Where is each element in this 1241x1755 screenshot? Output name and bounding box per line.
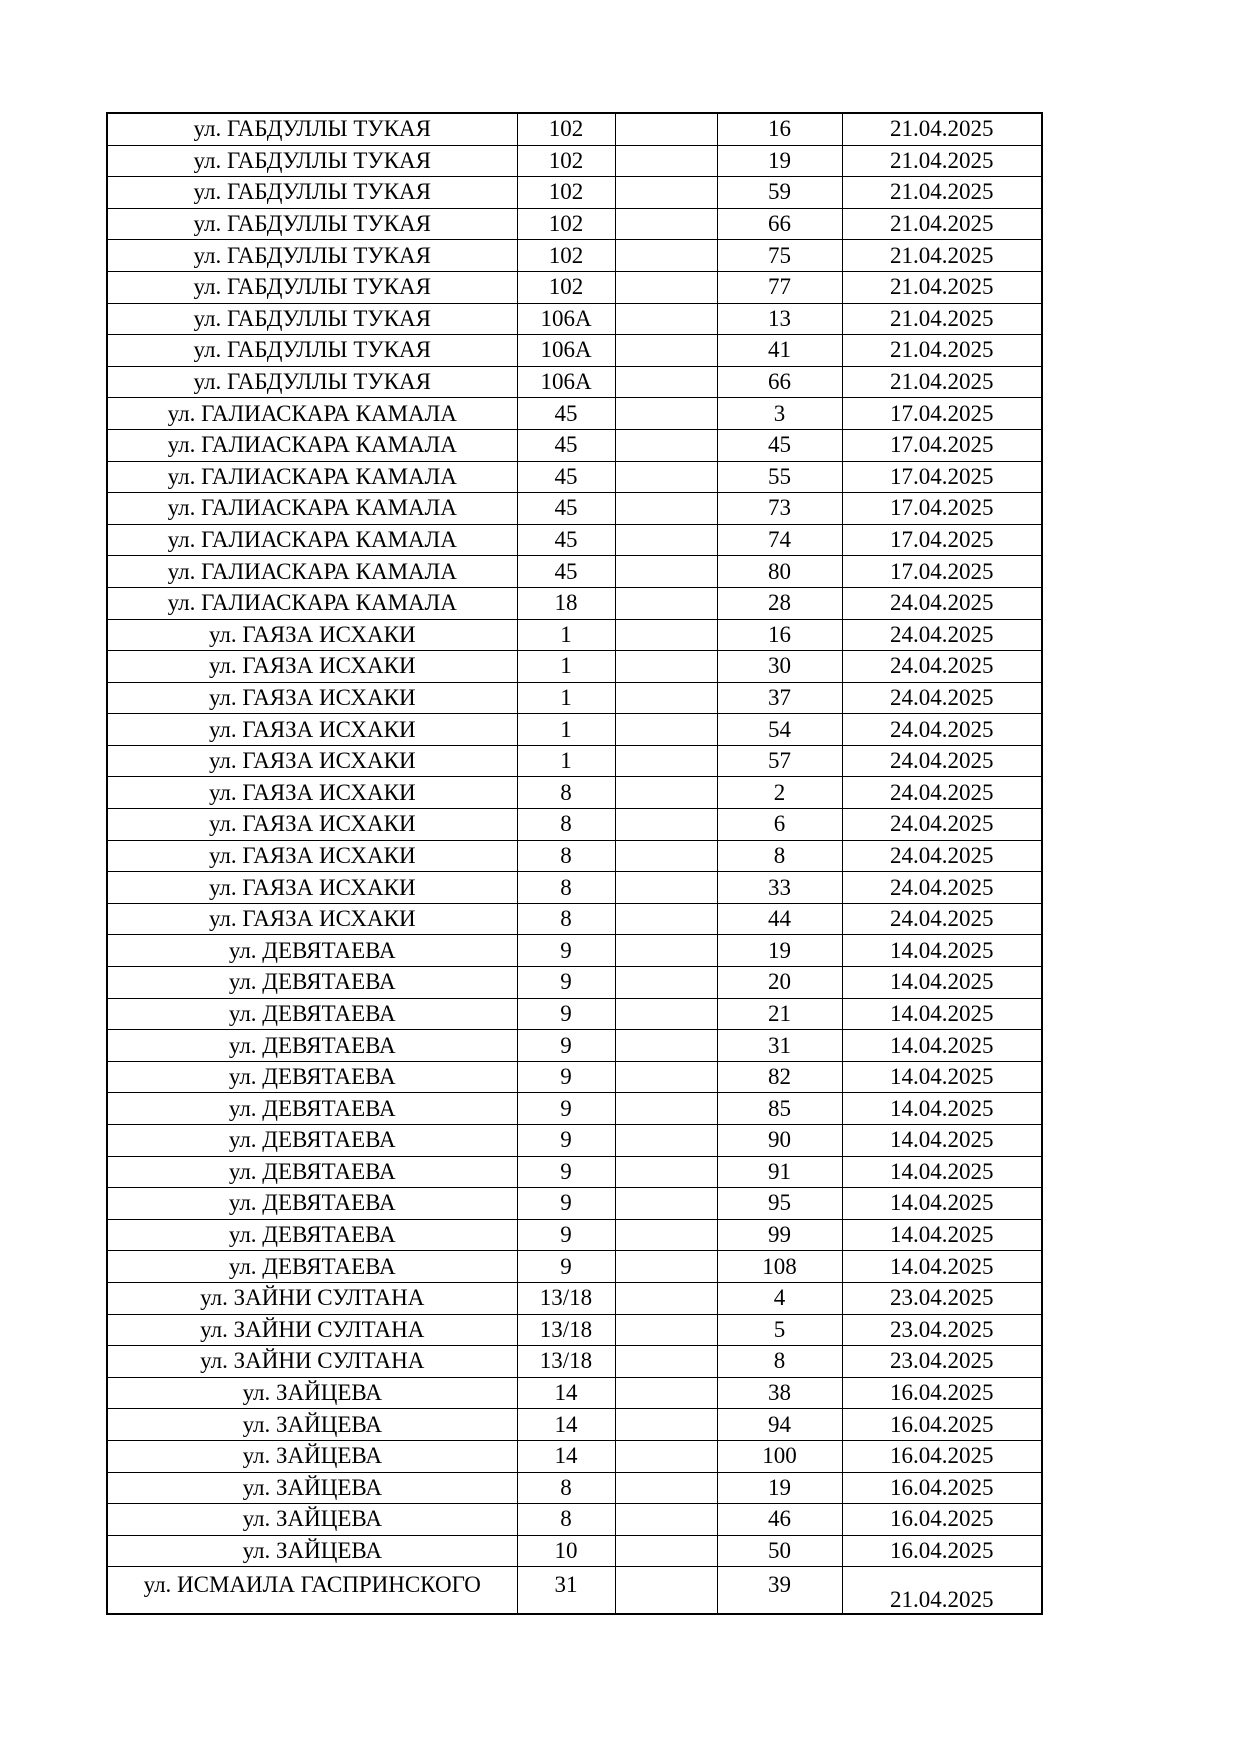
apartment-number-cell: 4 — [717, 1282, 842, 1314]
apartment-number-cell: 66 — [717, 208, 842, 240]
house-number-cell: 9 — [517, 1251, 615, 1283]
apartment-number-cell: 55 — [717, 461, 842, 493]
date-cell: 21.04.2025 — [842, 113, 1042, 145]
table-row — [107, 1282, 1042, 1314]
house-number-cell: 9 — [517, 1156, 615, 1188]
table-row — [107, 903, 1042, 935]
date-cell: 17.04.2025 — [842, 398, 1042, 430]
date-cell: 23.04.2025 — [842, 1314, 1042, 1346]
date-cell: 21.04.2025 — [842, 177, 1042, 209]
house-number-cell: 8 — [517, 872, 615, 904]
table-row — [107, 208, 1042, 240]
house-number-cell: 9 — [517, 1093, 615, 1125]
apartment-number-cell: 50 — [717, 1535, 842, 1567]
apartment-number-cell: 66 — [717, 366, 842, 398]
date-cell: 14.04.2025 — [842, 1093, 1042, 1125]
apartment-number-cell: 19 — [717, 1472, 842, 1504]
table-row — [107, 240, 1042, 272]
apartment-number-cell: 8 — [717, 1346, 842, 1378]
date-cell: 23.04.2025 — [842, 1346, 1042, 1378]
apartment-number-cell: 75 — [717, 240, 842, 272]
empty-cell — [615, 1156, 717, 1188]
apartment-number-cell: 44 — [717, 903, 842, 935]
street-cell: ул. ЗАЙЦЕВА — [107, 1440, 517, 1472]
apartment-number-cell: 30 — [717, 651, 842, 683]
empty-cell — [615, 1472, 717, 1504]
apartment-number-cell: 31 — [717, 1030, 842, 1062]
table-row — [107, 935, 1042, 967]
apartment-number-cell: 57 — [717, 745, 842, 777]
empty-cell — [615, 335, 717, 367]
street-cell: ул. ДЕВЯТАЕВА — [107, 1156, 517, 1188]
house-number-cell: 13/18 — [517, 1314, 615, 1346]
street-cell: ул. ДЕВЯТАЕВА — [107, 1251, 517, 1283]
street-cell: ул. ЗАЙНИ СУЛТАНА — [107, 1346, 517, 1378]
house-number-cell: 45 — [517, 556, 615, 588]
empty-cell — [615, 745, 717, 777]
empty-cell — [615, 777, 717, 809]
empty-cell — [615, 840, 717, 872]
date-cell: 24.04.2025 — [842, 714, 1042, 746]
apartment-number-cell: 94 — [717, 1409, 842, 1441]
street-cell: ул. ДЕВЯТАЕВА — [107, 1188, 517, 1220]
house-number-cell: 45 — [517, 461, 615, 493]
street-cell: ул. ГАБДУЛЛЫ ТУКАЯ — [107, 208, 517, 240]
apartment-number-cell: 39 — [717, 1567, 842, 1615]
date-cell: 14.04.2025 — [842, 1125, 1042, 1157]
house-number-cell: 8 — [517, 903, 615, 935]
house-number-cell: 1 — [517, 682, 615, 714]
house-number-cell: 13/18 — [517, 1282, 615, 1314]
empty-cell — [615, 714, 717, 746]
house-number-cell: 9 — [517, 1125, 615, 1157]
empty-cell — [615, 1219, 717, 1251]
table-row — [107, 1567, 1042, 1615]
date-cell: 23.04.2025 — [842, 1282, 1042, 1314]
date-cell: 17.04.2025 — [842, 493, 1042, 525]
table-row — [107, 587, 1042, 619]
empty-cell — [615, 493, 717, 525]
house-number-cell: 14 — [517, 1377, 615, 1409]
date-cell: 24.04.2025 — [842, 587, 1042, 619]
street-cell: ул. ЗАЙЦЕВА — [107, 1472, 517, 1504]
apartment-number-cell: 16 — [717, 619, 842, 651]
street-cell: ул. ГАБДУЛЛЫ ТУКАЯ — [107, 113, 517, 145]
apartment-number-cell: 46 — [717, 1504, 842, 1536]
table-row — [107, 619, 1042, 651]
empty-cell — [615, 145, 717, 177]
table-row — [107, 967, 1042, 999]
house-number-cell: 102 — [517, 145, 615, 177]
date-cell: 16.04.2025 — [842, 1535, 1042, 1567]
date-cell: 24.04.2025 — [842, 745, 1042, 777]
date-cell: 17.04.2025 — [842, 461, 1042, 493]
house-number-cell: 102 — [517, 113, 615, 145]
empty-cell — [615, 1377, 717, 1409]
house-number-cell: 9 — [517, 1030, 615, 1062]
date-cell: 21.04.2025 — [842, 145, 1042, 177]
empty-cell — [615, 935, 717, 967]
table-row — [107, 651, 1042, 683]
house-number-cell: 31 — [517, 1567, 615, 1615]
table-row — [107, 1093, 1042, 1125]
street-cell: ул. ДЕВЯТАЕВА — [107, 1030, 517, 1062]
date-cell: 24.04.2025 — [842, 903, 1042, 935]
apartment-number-cell: 19 — [717, 935, 842, 967]
date-cell: 24.04.2025 — [842, 619, 1042, 651]
house-number-cell: 8 — [517, 840, 615, 872]
street-cell: ул. ДЕВЯТАЕВА — [107, 935, 517, 967]
empty-cell — [615, 998, 717, 1030]
date-cell: 14.04.2025 — [842, 998, 1042, 1030]
street-cell: ул. ГАЯЗА ИСХАКИ — [107, 840, 517, 872]
table-row — [107, 1409, 1042, 1441]
house-number-cell: 45 — [517, 429, 615, 461]
empty-cell — [615, 1093, 717, 1125]
empty-cell — [615, 1282, 717, 1314]
house-number-cell: 18 — [517, 587, 615, 619]
table-row — [107, 1219, 1042, 1251]
street-cell: ул. ГАБДУЛЛЫ ТУКАЯ — [107, 303, 517, 335]
empty-cell — [615, 113, 717, 145]
table-row — [107, 524, 1042, 556]
apartment-number-cell: 41 — [717, 335, 842, 367]
house-number-cell: 9 — [517, 998, 615, 1030]
street-cell: ул. ГАЛИАСКАРА КАМАЛА — [107, 461, 517, 493]
empty-cell — [615, 177, 717, 209]
house-number-cell: 106А — [517, 303, 615, 335]
house-number-cell: 9 — [517, 1061, 615, 1093]
apartment-number-cell: 59 — [717, 177, 842, 209]
table-row — [107, 1156, 1042, 1188]
street-cell: ул. ЗАЙНИ СУЛТАНА — [107, 1282, 517, 1314]
apartment-number-cell: 77 — [717, 271, 842, 303]
apartment-number-cell: 2 — [717, 777, 842, 809]
empty-cell — [615, 872, 717, 904]
house-number-cell: 9 — [517, 967, 615, 999]
empty-cell — [615, 967, 717, 999]
empty-cell — [615, 1440, 717, 1472]
empty-cell — [615, 682, 717, 714]
street-cell: ул. ГАЯЗА ИСХАКИ — [107, 619, 517, 651]
empty-cell — [615, 1030, 717, 1062]
table-row — [107, 1346, 1042, 1378]
house-number-cell: 9 — [517, 935, 615, 967]
date-cell: 14.04.2025 — [842, 1061, 1042, 1093]
table-row — [107, 271, 1042, 303]
table-row — [107, 145, 1042, 177]
street-cell: ул. ГАБДУЛЛЫ ТУКАЯ — [107, 335, 517, 367]
date-cell: 21.04.2025 — [842, 335, 1042, 367]
house-number-cell: 106А — [517, 366, 615, 398]
table-row — [107, 872, 1042, 904]
street-cell: ул. ГАЯЗА ИСХАКИ — [107, 651, 517, 683]
date-cell: 24.04.2025 — [842, 840, 1042, 872]
street-cell: ул. ГАБДУЛЛЫ ТУКАЯ — [107, 177, 517, 209]
street-cell: ул. ГАЛИАСКАРА КАМАЛА — [107, 493, 517, 525]
table-row — [107, 113, 1042, 145]
empty-cell — [615, 461, 717, 493]
street-cell: ул. ГАБДУЛЛЫ ТУКАЯ — [107, 240, 517, 272]
empty-cell — [615, 1504, 717, 1536]
house-number-cell: 8 — [517, 777, 615, 809]
table-row — [107, 1472, 1042, 1504]
table-row — [107, 556, 1042, 588]
street-cell: ул. ДЕВЯТАЕВА — [107, 998, 517, 1030]
apartment-number-cell: 54 — [717, 714, 842, 746]
street-cell: ул. ГАЯЗА ИСХАКИ — [107, 809, 517, 841]
house-number-cell: 45 — [517, 398, 615, 430]
apartment-number-cell: 95 — [717, 1188, 842, 1220]
empty-cell — [615, 1061, 717, 1093]
table-row — [107, 1377, 1042, 1409]
empty-cell — [615, 809, 717, 841]
empty-cell — [615, 1251, 717, 1283]
empty-cell — [615, 1188, 717, 1220]
table-row — [107, 682, 1042, 714]
apartment-number-cell: 85 — [717, 1093, 842, 1125]
empty-cell — [615, 398, 717, 430]
table-row — [107, 777, 1042, 809]
table-row — [107, 1061, 1042, 1093]
apartment-number-cell: 90 — [717, 1125, 842, 1157]
table-row — [107, 493, 1042, 525]
street-cell: ул. ДЕВЯТАЕВА — [107, 1061, 517, 1093]
house-number-cell: 1 — [517, 745, 615, 777]
house-number-cell: 8 — [517, 809, 615, 841]
house-number-cell: 1 — [517, 714, 615, 746]
table-row — [107, 998, 1042, 1030]
date-cell: 14.04.2025 — [842, 1188, 1042, 1220]
apartment-number-cell: 99 — [717, 1219, 842, 1251]
apartment-number-cell: 91 — [717, 1156, 842, 1188]
date-cell: 21.04.2025 — [842, 303, 1042, 335]
table-row — [107, 1030, 1042, 1062]
street-cell: ул. ГАЯЗА ИСХАКИ — [107, 903, 517, 935]
empty-cell — [615, 1314, 717, 1346]
date-cell: 24.04.2025 — [842, 809, 1042, 841]
table-row — [107, 461, 1042, 493]
street-cell: ул. ГАЯЗА ИСХАКИ — [107, 777, 517, 809]
street-cell: ул. ЗАЙЦЕВА — [107, 1377, 517, 1409]
street-cell: ул. ГАЛИАСКАРА КАМАЛА — [107, 556, 517, 588]
apartment-number-cell: 5 — [717, 1314, 842, 1346]
street-cell: ул. ГАЛИАСКАРА КАМАЛА — [107, 398, 517, 430]
empty-cell — [615, 1567, 717, 1615]
street-cell: ул. ЗАЙЦЕВА — [107, 1409, 517, 1441]
house-number-cell: 9 — [517, 1188, 615, 1220]
table-row — [107, 1535, 1042, 1567]
empty-cell — [615, 366, 717, 398]
street-cell: ул. ДЕВЯТАЕВА — [107, 1125, 517, 1157]
apartment-number-cell: 13 — [717, 303, 842, 335]
table-body — [107, 113, 1042, 1614]
apartment-number-cell: 74 — [717, 524, 842, 556]
house-number-cell: 45 — [517, 493, 615, 525]
apartment-number-cell: 108 — [717, 1251, 842, 1283]
table-row — [107, 366, 1042, 398]
table-row — [107, 1314, 1042, 1346]
street-cell: ул. ЗАЙЦЕВА — [107, 1504, 517, 1536]
street-cell: ул. ЗАЙЦЕВА — [107, 1535, 517, 1567]
empty-cell — [615, 303, 717, 335]
apartment-number-cell: 100 — [717, 1440, 842, 1472]
table-row — [107, 177, 1042, 209]
date-cell: 16.04.2025 — [842, 1409, 1042, 1441]
date-cell: 21.04.2025 — [842, 208, 1042, 240]
date-cell: 24.04.2025 — [842, 682, 1042, 714]
empty-cell — [615, 524, 717, 556]
street-cell: ул. ГАЛИАСКАРА КАМАЛА — [107, 429, 517, 461]
apartment-number-cell: 73 — [717, 493, 842, 525]
empty-cell — [615, 1125, 717, 1157]
table-row — [107, 398, 1042, 430]
apartment-number-cell: 3 — [717, 398, 842, 430]
apartment-number-cell: 21 — [717, 998, 842, 1030]
empty-cell — [615, 619, 717, 651]
empty-cell — [615, 208, 717, 240]
street-cell: ул. ГАБДУЛЛЫ ТУКАЯ — [107, 366, 517, 398]
empty-cell — [615, 903, 717, 935]
date-cell: 14.04.2025 — [842, 1251, 1042, 1283]
date-cell: 21.04.2025 — [842, 240, 1042, 272]
date-cell: 24.04.2025 — [842, 872, 1042, 904]
street-cell: ул. ГАЯЗА ИСХАКИ — [107, 745, 517, 777]
street-cell: ул. ДЕВЯТАЕВА — [107, 1219, 517, 1251]
date-cell: 24.04.2025 — [842, 651, 1042, 683]
empty-cell — [615, 1346, 717, 1378]
empty-cell — [615, 240, 717, 272]
table-row — [107, 714, 1042, 746]
street-cell: ул. ГАЛИАСКАРА КАМАЛА — [107, 587, 517, 619]
date-cell: 16.04.2025 — [842, 1504, 1042, 1536]
empty-cell — [615, 587, 717, 619]
table-row — [107, 1251, 1042, 1283]
table-row — [107, 1125, 1042, 1157]
street-cell: ул. ГАБДУЛЛЫ ТУКАЯ — [107, 145, 517, 177]
date-cell: 21.04.2025 — [842, 1567, 1042, 1615]
empty-cell — [615, 1535, 717, 1567]
empty-cell — [615, 1409, 717, 1441]
house-number-cell: 14 — [517, 1409, 615, 1441]
date-cell: 24.04.2025 — [842, 777, 1042, 809]
apartment-number-cell: 37 — [717, 682, 842, 714]
apartment-number-cell: 33 — [717, 872, 842, 904]
street-cell: ул. ГАЯЗА ИСХАКИ — [107, 682, 517, 714]
date-cell: 16.04.2025 — [842, 1472, 1042, 1504]
table-row — [107, 303, 1042, 335]
house-number-cell: 102 — [517, 271, 615, 303]
apartment-number-cell: 6 — [717, 809, 842, 841]
street-cell: ул. ИСМАИЛА ГАСПРИНСКОГО — [107, 1567, 517, 1615]
date-cell: 16.04.2025 — [842, 1440, 1042, 1472]
empty-cell — [615, 429, 717, 461]
street-cell: ул. ЗАЙНИ СУЛТАНА — [107, 1314, 517, 1346]
table-row — [107, 840, 1042, 872]
house-number-cell: 14 — [517, 1440, 615, 1472]
empty-cell — [615, 651, 717, 683]
house-number-cell: 102 — [517, 208, 615, 240]
apartment-number-cell: 38 — [717, 1377, 842, 1409]
apartment-number-cell: 28 — [717, 587, 842, 619]
table-row — [107, 1188, 1042, 1220]
date-cell: 17.04.2025 — [842, 524, 1042, 556]
apartment-number-cell: 20 — [717, 967, 842, 999]
table-row — [107, 745, 1042, 777]
house-number-cell: 8 — [517, 1472, 615, 1504]
date-cell: 14.04.2025 — [842, 1219, 1042, 1251]
street-cell: ул. ДЕВЯТАЕВА — [107, 967, 517, 999]
house-number-cell: 102 — [517, 240, 615, 272]
apartment-number-cell: 45 — [717, 429, 842, 461]
apartment-number-cell: 82 — [717, 1061, 842, 1093]
house-number-cell: 102 — [517, 177, 615, 209]
apartment-number-cell: 19 — [717, 145, 842, 177]
house-number-cell: 9 — [517, 1219, 615, 1251]
apartment-number-cell: 16 — [717, 113, 842, 145]
date-cell: 16.04.2025 — [842, 1377, 1042, 1409]
street-cell: ул. ГАЛИАСКАРА КАМАЛА — [107, 524, 517, 556]
table-row — [107, 1440, 1042, 1472]
street-cell: ул. ГАЯЗА ИСХАКИ — [107, 714, 517, 746]
date-cell: 17.04.2025 — [842, 429, 1042, 461]
apartment-number-cell: 8 — [717, 840, 842, 872]
house-number-cell: 8 — [517, 1504, 615, 1536]
empty-cell — [615, 271, 717, 303]
street-cell: ул. ГАБДУЛЛЫ ТУКАЯ — [107, 271, 517, 303]
house-number-cell: 13/18 — [517, 1346, 615, 1378]
table-row — [107, 809, 1042, 841]
date-cell: 21.04.2025 — [842, 271, 1042, 303]
table-row — [107, 429, 1042, 461]
table-row — [107, 1504, 1042, 1536]
date-cell: 14.04.2025 — [842, 967, 1042, 999]
empty-cell — [615, 556, 717, 588]
date-cell: 14.04.2025 — [842, 1030, 1042, 1062]
house-number-cell: 106А — [517, 335, 615, 367]
street-cell: ул. ДЕВЯТАЕВА — [107, 1093, 517, 1125]
date-cell: 17.04.2025 — [842, 556, 1042, 588]
apartment-number-cell: 80 — [717, 556, 842, 588]
date-cell: 14.04.2025 — [842, 935, 1042, 967]
house-number-cell: 10 — [517, 1535, 615, 1567]
house-number-cell: 1 — [517, 619, 615, 651]
house-number-cell: 45 — [517, 524, 615, 556]
date-cell: 14.04.2025 — [842, 1156, 1042, 1188]
table-row — [107, 335, 1042, 367]
house-number-cell: 1 — [517, 651, 615, 683]
street-cell: ул. ГАЯЗА ИСХАКИ — [107, 872, 517, 904]
address-table — [106, 112, 1043, 1615]
date-cell: 21.04.2025 — [842, 366, 1042, 398]
